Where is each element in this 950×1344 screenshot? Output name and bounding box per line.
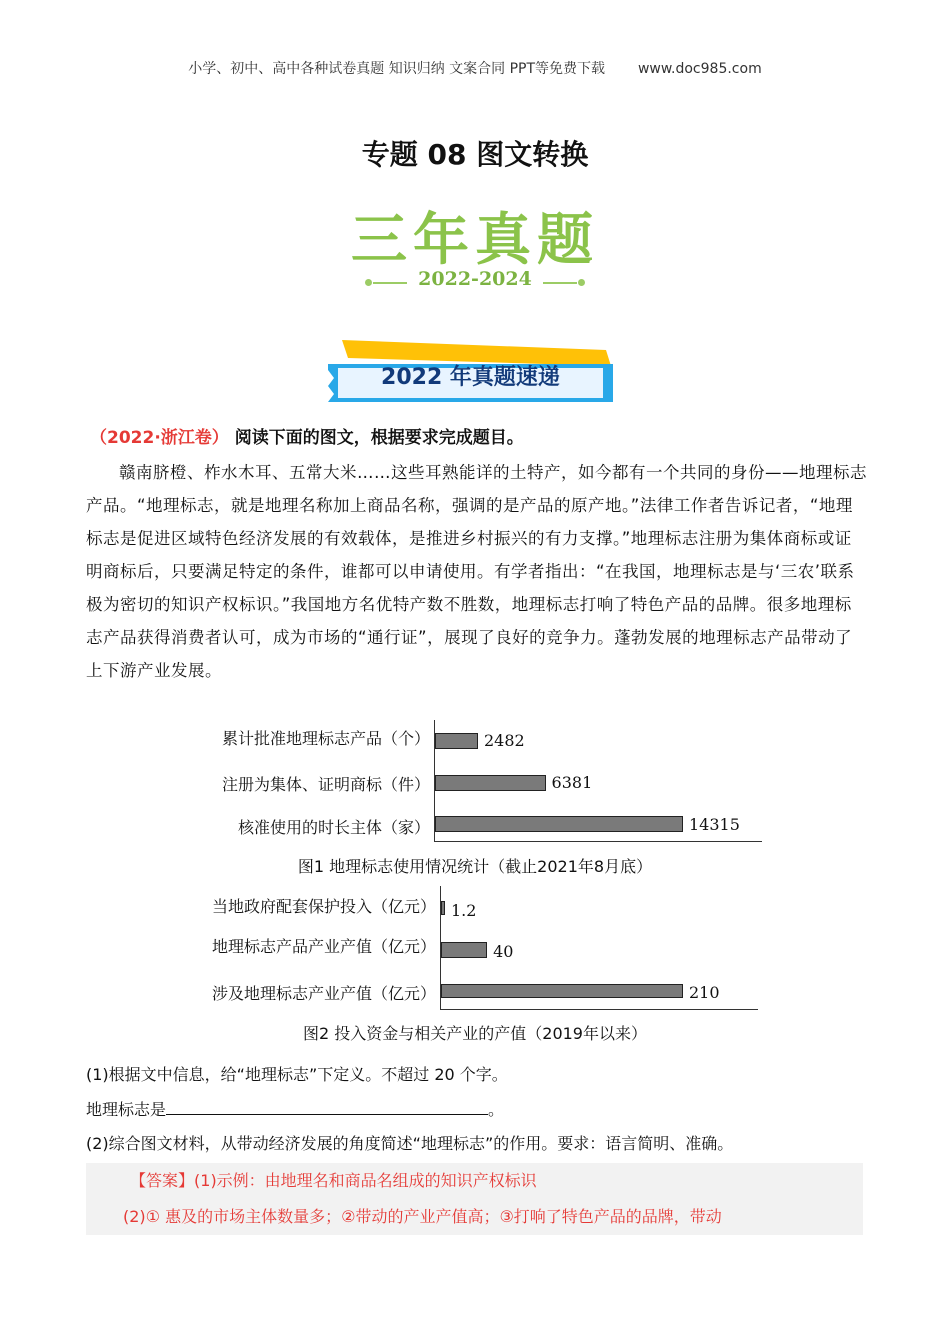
chart2-caption: 图2 投入资金与相关产业的产值（2019年以来） xyxy=(303,1024,647,1043)
question-prompt: 阅读下面的图文，根据要求完成题目。 xyxy=(234,428,524,448)
chart2-value-label: 1.2 xyxy=(451,901,477,920)
answer-fill-line xyxy=(86,1097,504,1120)
chart1-bar xyxy=(435,816,683,832)
answer-box xyxy=(86,1163,863,1235)
divider-line xyxy=(543,282,577,284)
answer-line-2: (2)① 惠及的市场主体数量多；②带动的产业产值高；③打响了特色产品的品牌，带动 xyxy=(123,1207,722,1226)
header-site[interactable]: www.doc985.com xyxy=(637,61,762,77)
banner-label: 2022 年真题速递 xyxy=(381,365,560,390)
chart1-bar xyxy=(435,775,546,791)
chart2-axis xyxy=(440,1009,758,1010)
header-text: 小学、初中、高中各种试卷真题 知识归纳 文案合同 PPT等免费下载 xyxy=(188,61,606,77)
fill-blank[interactable] xyxy=(166,1100,488,1115)
chart1-category-label: 注册为集体、证明商标（件） xyxy=(221,775,430,794)
chart2-value-label: 210 xyxy=(689,983,720,1002)
sub-question-2: (2)综合图文材料，从带动经济发展的角度简述“地理标志”的作用。要求：语言简明、准确。 xyxy=(86,1134,734,1153)
chart1-bar xyxy=(435,733,478,749)
chart1-value-label: 14315 xyxy=(689,815,740,834)
chart1-value-label: 6381 xyxy=(551,773,593,792)
chart1-caption: 图1 地理标志使用情况统计（截止2021年8月底） xyxy=(297,857,653,876)
chart-1 xyxy=(0,720,950,880)
page-header xyxy=(0,58,950,78)
chart2-bar xyxy=(441,901,445,915)
chart2-category-label: 涉及地理标志产业产值（亿元） xyxy=(211,984,436,1003)
section-banner xyxy=(328,338,613,404)
chart2-category-label: 当地政府配套保护投入（亿元） xyxy=(211,897,436,916)
chart2-bar xyxy=(441,942,487,958)
page-title: 专题 08 图文转换 xyxy=(361,138,589,171)
answer-1-text: (1)示例：由地理名和商品名组成的知识产权标识 xyxy=(194,1171,537,1190)
chart1-category-label: 核准使用的时长主体（家） xyxy=(237,818,430,837)
answer-line-1 xyxy=(130,1168,537,1191)
chart1-value-label: 2482 xyxy=(483,731,525,750)
sub-question-1: (1)根据文中信息，给“地理标志”下定义。不超过 20 个字。 xyxy=(86,1065,508,1084)
fill-suffix: 。 xyxy=(488,1100,505,1119)
reading-passage: 赣南脐橙、柞水木耳、五常大米……这些耳熟能详的土特产，如今都有一个共同的身份——地理标志产品。“地理标志，就是地理名称加上商品名称，强调的是产品的原产地。”法律工作者告诉记者，“地理标志是促进区域特色经济发展的有效载体，是推进乡村振兴的有力支撑。”地理标志注册为集体商标或证明商标后，只要满足特定的条件，谁都可以申请使用。有学者指出：“在我国，地理标志是与‘三农’联系极为密切的知识产权标识。”我国地方名优特产数不胜数，地理标志打响了特色产品的品牌。很多地理标志产品获得消费者认可，成为市场的“通行证”，展现了良好的竞争力。蓬勃发展的地理标志产品带动了上下游产业发展。 xyxy=(86,463,867,680)
question-source: （2022·浙江卷） xyxy=(90,428,229,448)
fill-prefix: 地理标志是 xyxy=(86,1100,167,1119)
chart-2 xyxy=(0,886,950,1046)
chart1-axis xyxy=(434,841,762,842)
years-divider xyxy=(365,266,585,296)
question-heading xyxy=(90,423,524,448)
divider-dot-icon xyxy=(578,279,585,286)
chart2-category-label: 地理标志产品产业产值（亿元） xyxy=(211,937,436,956)
answer-tag: 【答案】 xyxy=(130,1171,195,1190)
chart2-value-label: 40 xyxy=(493,942,514,961)
chart2-bar xyxy=(441,984,683,998)
chart1-category-label: 累计批准地理标志产品（个） xyxy=(221,729,430,748)
three-year-title-graphic: 三年真题 xyxy=(351,208,599,273)
years-label: 2022-2024 xyxy=(418,268,532,290)
